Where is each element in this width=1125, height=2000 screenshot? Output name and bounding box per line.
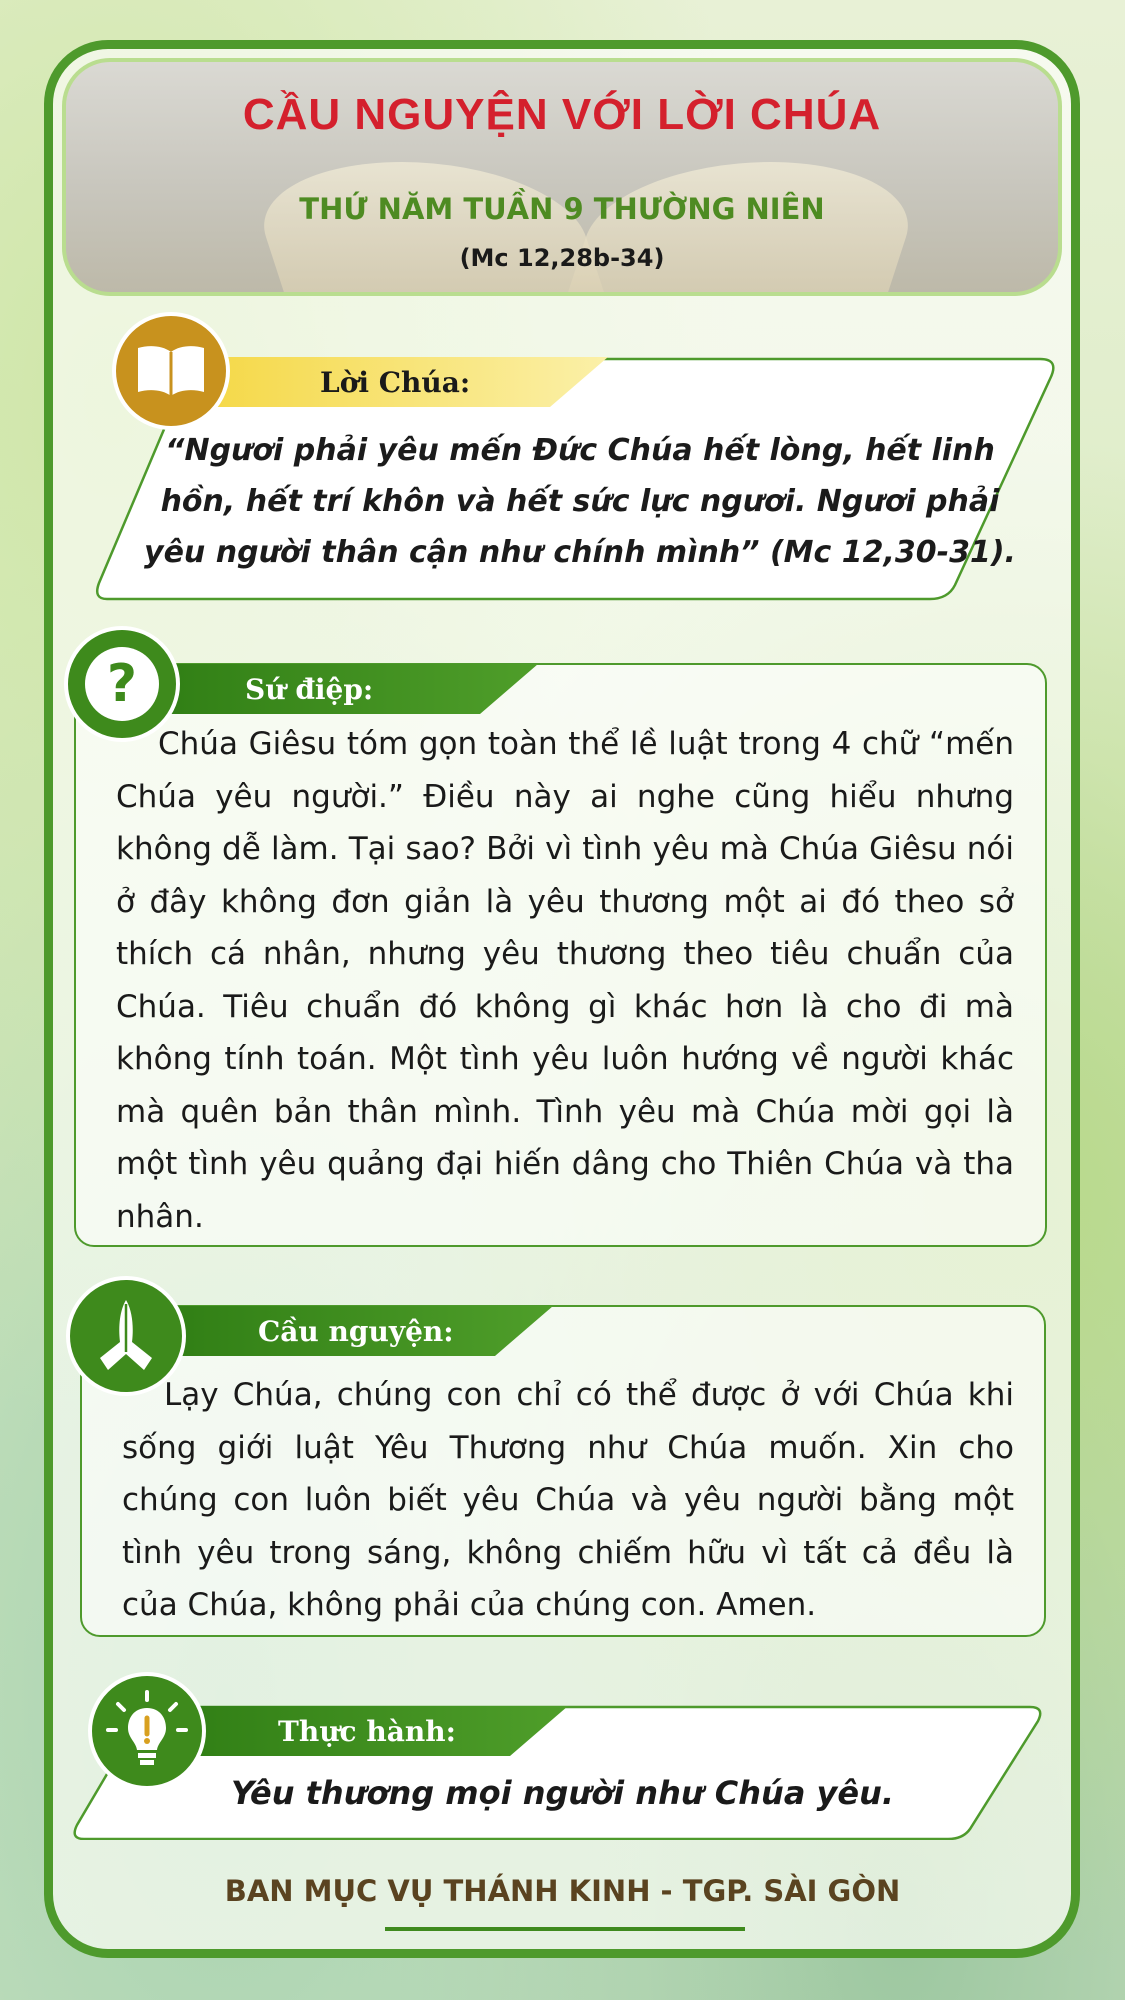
liturgical-day: THỨ NĂM TUẦN 9 THƯỜNG NIÊN — [299, 192, 825, 226]
scripture-reference: (Mc 12,28b-34) — [459, 244, 665, 272]
message-text: Chúa Giêsu tóm gọn toàn thể lề luật trong 4 chữ “mến Chúa yêu người.” Điều này ai nghe cũng hiểu nhưng không dễ làm. Tại sao? Bởi vì tình yêu mà Chúa Giêsu nói ở đây không đơn giản là yêu thương một ai đó theo sở thích cá nhân, nhưng yêu thương theo tiêu chuẩn của Chúa. Tiêu chuẩn đó không gì khác hơn là cho đi mà không tính toán. Một tình yêu luôn hướng về người khác mà quên bản thân mình. Tình yêu mà Chúa mời gọi là một tình yêu quảng đại hiến dâng cho Thiên Chúa và tha nhân. — [116, 726, 1014, 1235]
footer-organization: BAN MỤC VỤ THÁNH KINH - TGP. SÀI GÒN — [224, 1874, 901, 1908]
prayer-text: Lạy Chúa, chúng con chỉ có thể được ở với Chúa khi sống giới luật Yêu Thương như Chúa muốn. Xin cho chúng con luôn biết yêu Chúa và yêu người bằng một tình yêu trong sáng, không chiếm hữu vì tất cả đều là của Chúa, không phải của chúng con. Amen. — [122, 1377, 1014, 1623]
open-bible-image — [562, 162, 931, 296]
header-banner — [62, 58, 1062, 296]
word-label: Lời Chúa: — [320, 366, 471, 399]
footer-underline — [385, 1927, 745, 1931]
open-bible-image — [242, 162, 611, 296]
word-of-god-text: “Ngươi phải yêu mến Đức Chúa hết lòng, hết linh hồn, hết trí khôn và hết sức lực ngươi. Ngươi phải yêu người thân cận như chính mình” (Mc 12,30-31). — [144, 433, 1016, 570]
lightbulb-icon — [88, 1672, 206, 1790]
practice-text: Yêu thương mọi người như Chúa yêu. — [230, 1774, 895, 1812]
question-mark-icon: ? — [64, 626, 180, 742]
prayer-label: Cầu nguyện: — [258, 1315, 454, 1348]
page-title: CẦU NGUYỆN VỚI LỜI CHÚA — [242, 90, 882, 139]
open-book-icon — [112, 312, 230, 430]
practice-label: Thực hành: — [278, 1715, 456, 1748]
message-label: Sứ điệp: — [245, 673, 374, 706]
